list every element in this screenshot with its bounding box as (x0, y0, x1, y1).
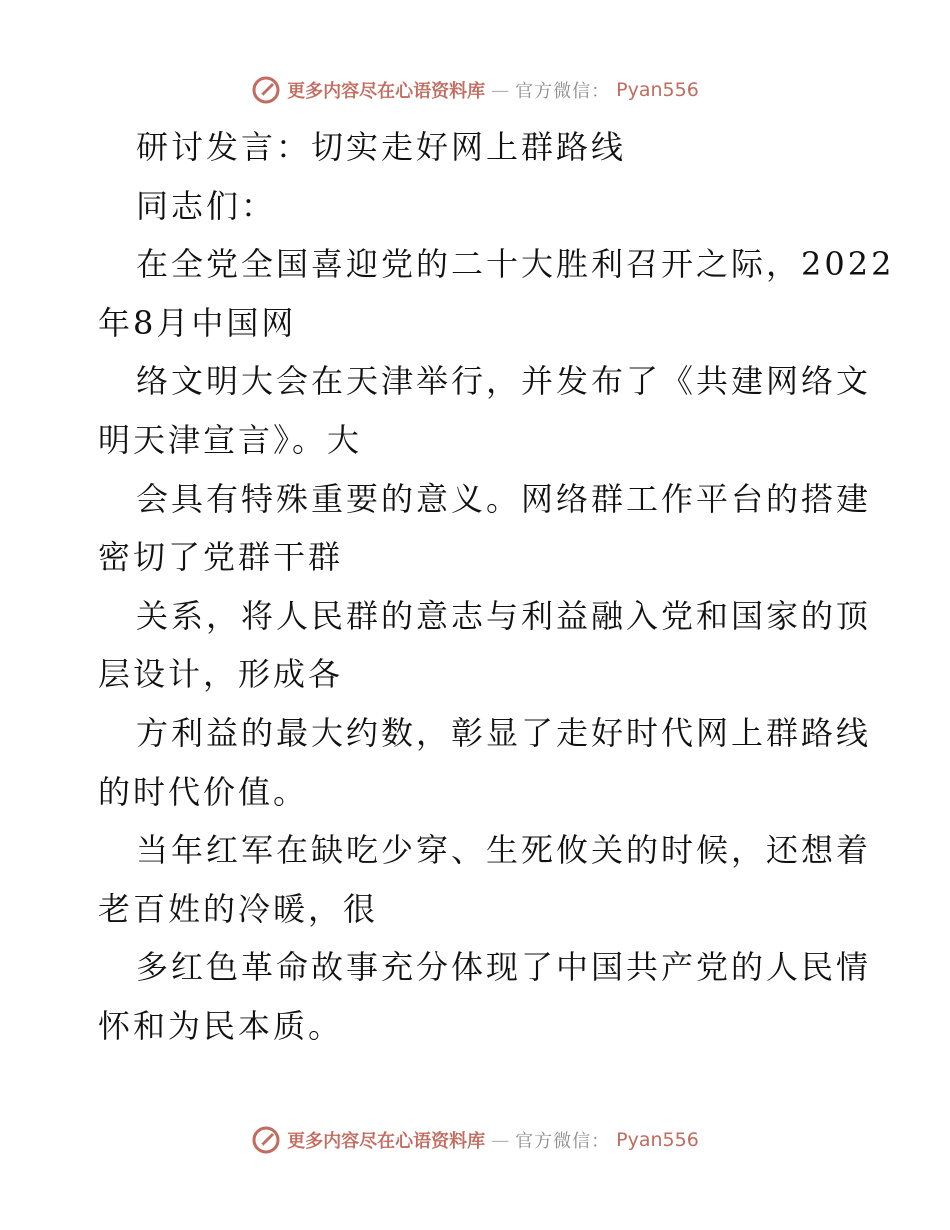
body-line: 多红色革命故事充分体现了中国共产党的人民情 (136, 948, 872, 987)
body-line: 层设计，形成各 (98, 655, 344, 694)
watermark-account: Pyan556 (616, 1129, 699, 1151)
watermark-dash: — (491, 1129, 510, 1151)
body-line: 会具有特殊重要的意义。网络群工作平台的搭建 (136, 479, 872, 518)
footer-watermark (0, 1120, 950, 1160)
body-line: 老百姓的冷暖，很 (98, 889, 379, 928)
body-line: 方利益的最大约数，彰显了走好时代网上群路线 (136, 713, 872, 752)
watermark-dash: — (491, 79, 510, 101)
body-line: 明天津宣言》。大 (98, 420, 363, 459)
body-line: 关系，将人民群的意志与利益融入党和国家的顶 (136, 596, 872, 635)
document-title: 研讨发言：切实走好网上群路线 (136, 128, 627, 166)
body-line: 在全党全国喜迎党的二十大胜利召开之际，2022 (136, 245, 895, 284)
body-line: 年8月中国网 (98, 303, 297, 342)
watermark-account: Pyan556 (616, 79, 699, 101)
body-line: 的时代价值。 (98, 772, 309, 811)
watermark-official-label: 官方微信： (515, 1131, 611, 1152)
body-line: 密切了党群干群 (98, 538, 344, 577)
watermark-brand: 更多内容尽在心语资料库 (287, 81, 486, 102)
brand-logo-icon (251, 1125, 281, 1155)
salutation: 同志们： (136, 186, 277, 225)
body-line: 络文明大会在天津举行，并发布了《共建网络文 (136, 362, 872, 401)
watermark-official-label: 官方微信： (515, 81, 611, 102)
document-body (98, 118, 895, 1056)
watermark-brand: 更多内容尽在心语资料库 (287, 1131, 486, 1152)
body-line: 当年红军在缺吃少穿、生死攸关的时候，还想着 (136, 831, 872, 870)
body-line: 怀和为民本质。 (98, 1006, 344, 1045)
header-watermark (0, 70, 950, 110)
brand-logo-icon (251, 75, 281, 105)
